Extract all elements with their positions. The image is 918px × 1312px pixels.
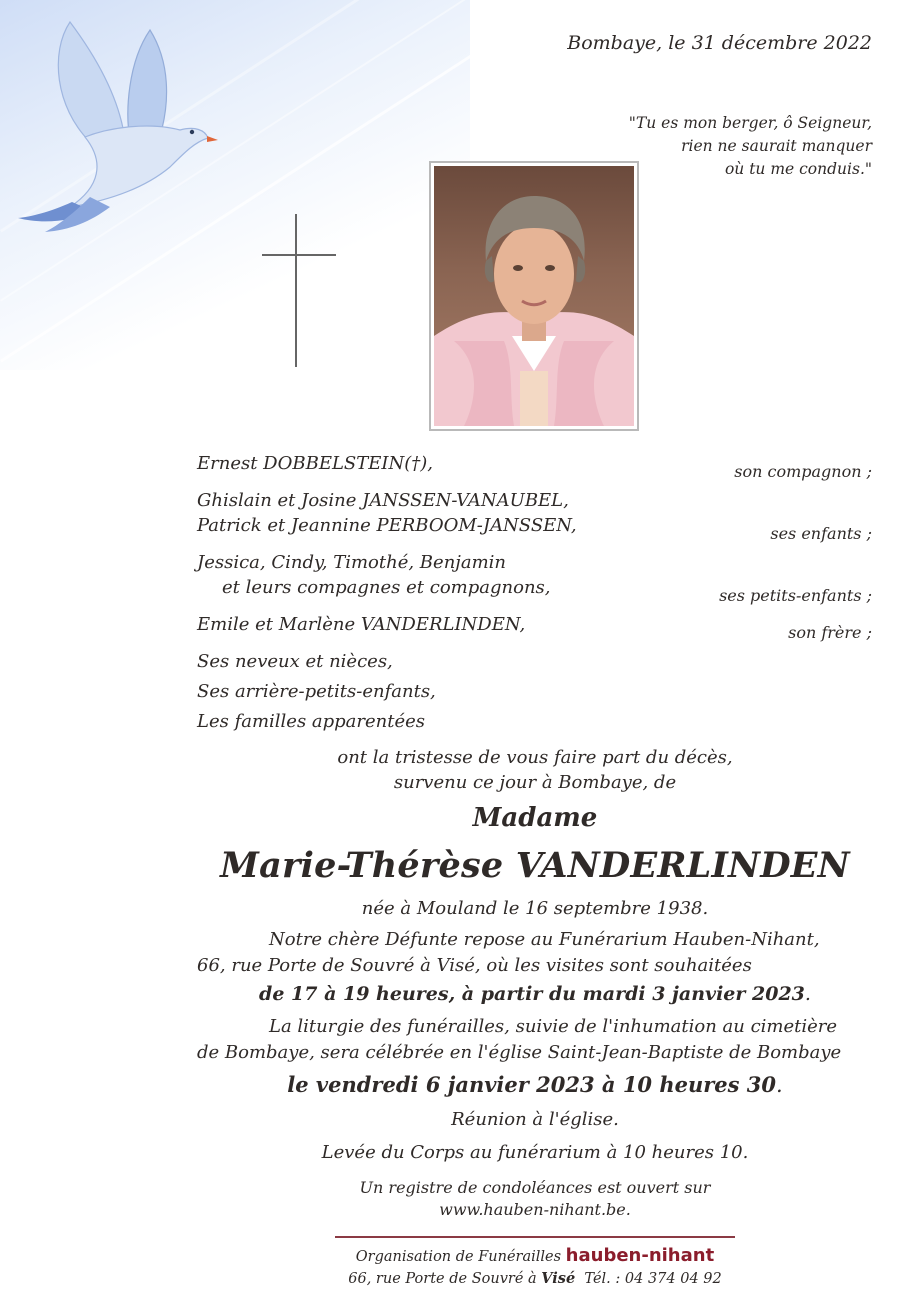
family-relatives: Les familles apparentées (197, 711, 426, 732)
funeral-date-text: le vendredi 6 janvier 2023 à 10 heures 30 (287, 1072, 777, 1097)
levee-info: Levée du Corps au funérarium à 10 heures 10. (321, 1142, 749, 1163)
quote-line: où tu me conduis." (724, 160, 872, 178)
footer-address (0, 1270, 918, 1287)
cross-icon (295, 214, 297, 367)
visitation-hours-text: de 17 à 19 heures, à partir du mardi 3 janvier 2023 (259, 983, 805, 1005)
funeral-date-end: . (776, 1073, 783, 1097)
footer-org-label: Organisation de Funérailles (355, 1249, 562, 1265)
scripture-quote (629, 112, 872, 181)
footer-phone: Tél. : 04 374 04 92 (584, 1271, 722, 1287)
footer-address-street: 66, rue Porte de Souvré à (348, 1271, 537, 1287)
footer-organisation (0, 1245, 918, 1266)
quote-line: "Tu es mon berger, ô Seigneur, (628, 114, 872, 132)
family-children-2: Patrick et Jeannine PERBOOM-JANSSEN, (197, 515, 577, 536)
family-nephews: Ses neveux et nièces, (197, 651, 393, 672)
footer-address-city: Visé (541, 1270, 576, 1287)
portrait-illustration (434, 166, 634, 426)
dove-icon (10, 12, 220, 242)
place-date: Bombaye, le 31 décembre 2022 (567, 32, 872, 54)
visitation-hours (0, 983, 918, 1005)
brand-logo: hauben-nihant (565, 1245, 715, 1266)
funeral-date (0, 1072, 918, 1097)
register-line-1: Un registre de condoléances est ouvert sur (359, 1178, 711, 1197)
meeting-info: Réunion à l'église. (451, 1109, 619, 1130)
portrait-photo (429, 161, 639, 431)
deceased-name: Marie-Thérèse VANDERLINDEN (220, 845, 850, 886)
family-children-1: Ghislain et Josine JANSSEN-VANAUBEL, (197, 490, 569, 511)
role-partner: son compagnon ; (734, 462, 872, 481)
role-children: ses enfants ; (770, 524, 872, 543)
deceased-title: Madame (472, 803, 598, 833)
visitation-line-2: 66, rue Porte de Souvré à Visé, où les visites sont souhaitées (197, 955, 752, 976)
family-grandchildren-2: et leurs compagnes et compagnons, (222, 577, 551, 598)
visitation-line-1: Notre chère Défunte repose au Funérarium Hauben-Nihant, (269, 929, 820, 950)
quote-line: rien ne saurait manquer (681, 137, 872, 155)
announcement-line-1: ont la tristesse de vous faire part du décès, (337, 747, 733, 768)
portrait-image (434, 166, 634, 426)
birth-info: née à Mouland le 16 septembre 1938. (361, 898, 709, 919)
register-line-2[interactable]: www.hauben-nihant.be. (439, 1200, 631, 1219)
announcement-line-2: survenu ce jour à Bombaye, de (393, 772, 677, 793)
family-grandchildren-1: Jessica, Cindy, Timothé, Benjamin (197, 552, 507, 573)
family-partner: Ernest DOBBELSTEIN(†), (197, 453, 434, 474)
family-great-grandchildren: Ses arrière-petits-enfants, (197, 681, 436, 702)
role-brother: son frère ; (788, 623, 872, 642)
cross-icon-bar (262, 254, 336, 256)
funeral-line-2: de Bombaye, sera célébrée en l'église Saint-Jean-Baptiste de Bombaye (197, 1042, 842, 1063)
visitation-hours-end: . (804, 983, 811, 1005)
funeral-line-1: La liturgie des funérailles, suivie de l'inhumation au cimetière (269, 1016, 838, 1037)
family-brother: Emile et Marlène VANDERLINDEN, (197, 614, 526, 635)
role-grandchildren: ses petits-enfants ; (719, 586, 872, 605)
footer-divider (335, 1236, 735, 1238)
